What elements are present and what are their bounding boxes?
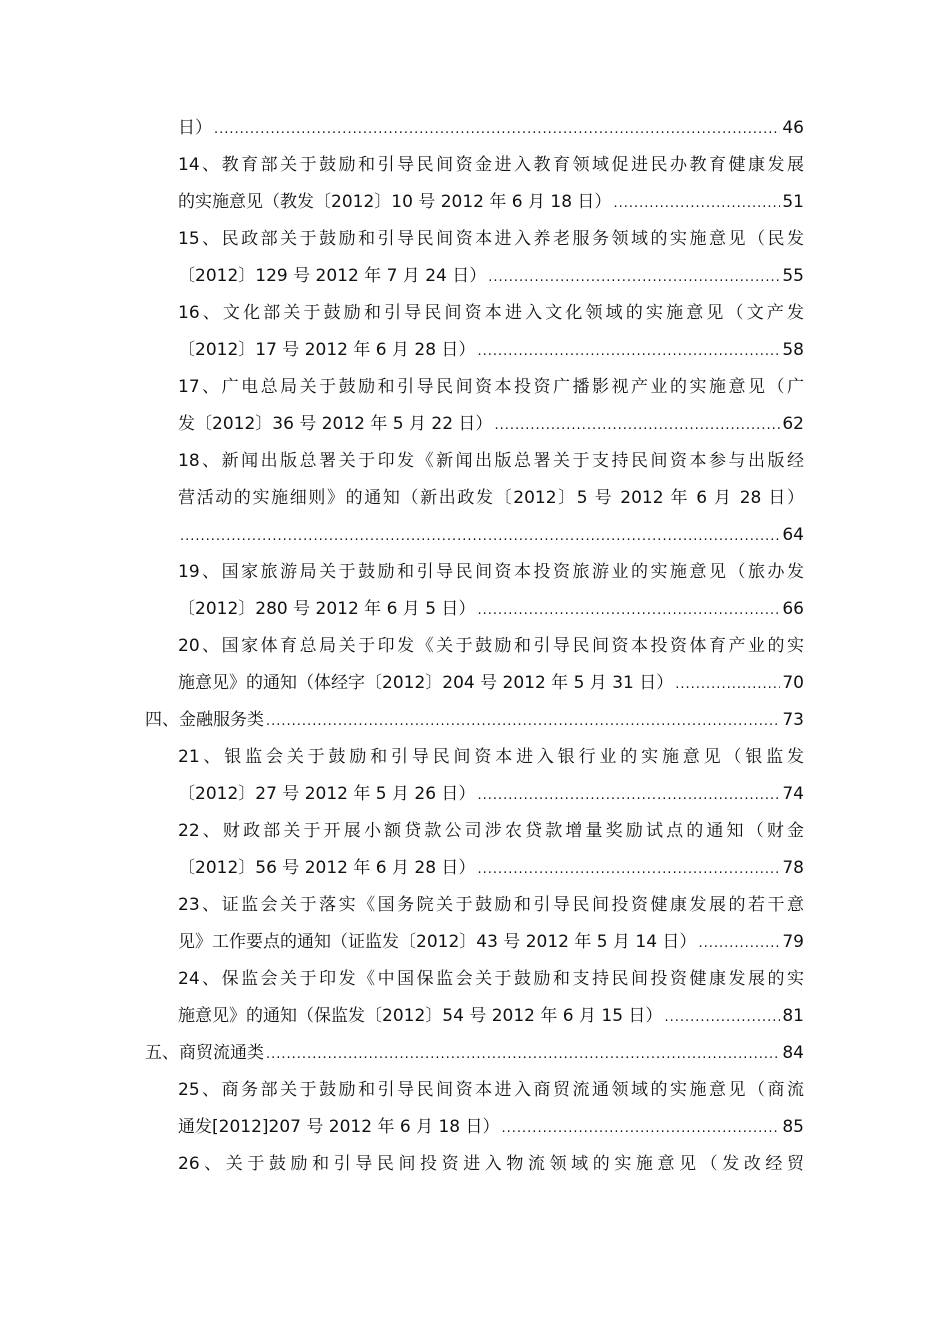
toc-line-text: 〔2012〕129 号 2012 年 7 月 24 日）: [178, 266, 487, 286]
toc-line-text: 24、保监会关于印发《中国保监会关于鼓励和支持民间投资健康发展的实: [178, 969, 804, 989]
toc-line[interactable]: [178, 742, 804, 772]
toc-line[interactable]: [178, 372, 804, 402]
toc-line[interactable]: [178, 409, 804, 439]
toc-line[interactable]: [178, 557, 804, 587]
toc-line-text: 发〔2012〕36 号 2012 年 5 月 22 日）: [178, 414, 493, 434]
toc-line[interactable]: [178, 261, 804, 291]
toc-line-text: 26、关于鼓励和引导民间投资进入物流领域的实施意见（发改经贸: [178, 1154, 804, 1174]
toc-line[interactable]: [178, 224, 804, 254]
toc-line[interactable]: [178, 816, 804, 846]
toc-line[interactable]: [178, 1112, 804, 1142]
dot-leader: [698, 929, 780, 959]
toc-line[interactable]: [178, 298, 804, 328]
toc-line-text: 25、商务部关于鼓励和引导民间资本进入商贸流通领域的实施意见（商流: [178, 1080, 804, 1100]
toc-line-text: 17、广电总局关于鼓励和引导民间资本投资广播影视产业的实施意见（广: [178, 377, 804, 397]
dot-leader: [180, 522, 780, 552]
toc-line[interactable]: [178, 335, 804, 365]
toc-line[interactable]: [178, 1075, 804, 1105]
toc-page-number: 85: [782, 1117, 804, 1137]
toc-line[interactable]: [178, 594, 804, 624]
dot-leader: [477, 596, 780, 626]
dot-leader: [477, 781, 780, 811]
toc-line-text: 16、文化部关于鼓励和引导民间资本进入文化领域的实施意见（文产发: [178, 303, 804, 323]
toc-section-heading[interactable]: [145, 1038, 804, 1068]
dot-leader: [494, 411, 780, 441]
toc-line-text: 23、证监会关于落实《国务院关于鼓励和引导民间投资健康发展的若干意: [178, 895, 804, 915]
toc-page-number: 62: [782, 414, 804, 434]
toc-page-number: 70: [782, 673, 804, 693]
toc-line-text: 见》工作要点的通知（证监发〔2012〕43 号 2012 年 5 月 14 日）: [178, 932, 697, 952]
toc-line-text: 20、国家体育总局关于印发《关于鼓励和引导民间资本投资体育产业的实: [178, 636, 804, 656]
toc-line-text: 日）: [178, 118, 212, 138]
dot-leader: [266, 1040, 780, 1070]
toc-line-text: 19、国家旅游局关于鼓励和引导民间资本投资旅游业的实施意见（旅办发: [178, 562, 804, 582]
toc-page-number: 64: [782, 525, 804, 545]
dot-leader: [502, 1114, 781, 1144]
toc-line[interactable]: [178, 150, 804, 180]
toc-page-number: 79: [782, 932, 804, 952]
dot-leader: [477, 337, 780, 367]
toc-line-text: 〔2012〕280 号 2012 年 6 月 5 日）: [178, 599, 476, 619]
toc-page-number: 84: [782, 1043, 804, 1063]
toc-line-text: 21、银监会关于鼓励和引导民间资本进入银行业的实施意见（银监发: [178, 747, 804, 767]
toc-line-text: 〔2012〕27 号 2012 年 5 月 26 日）: [178, 784, 476, 804]
toc-line[interactable]: [178, 668, 804, 698]
toc-page-number: 58: [782, 340, 804, 360]
toc-line[interactable]: [178, 631, 804, 661]
toc-line[interactable]: [178, 1149, 804, 1179]
toc-line-text: 通发[2012]207 号 2012 年 6 月 18 日）: [178, 1117, 500, 1137]
toc-line[interactable]: [178, 446, 804, 476]
toc-line[interactable]: [178, 779, 804, 809]
toc-page-number: 55: [782, 266, 804, 286]
toc-line[interactable]: [178, 187, 804, 217]
dot-leader: [266, 707, 780, 737]
toc-line-text: 的实施意见（教发〔2012〕10 号 2012 年 6 月 18 日）: [178, 192, 612, 212]
toc-line-text: 四、金融服务类: [145, 710, 264, 730]
toc-section-heading[interactable]: [145, 705, 804, 735]
toc-page-number: 78: [782, 858, 804, 878]
dot-leader: [675, 670, 780, 700]
toc-line[interactable]: [178, 964, 804, 994]
toc-line[interactable]: [178, 113, 804, 143]
toc-line-text: 15、民政部关于鼓励和引导民间资本进入养老服务领域的实施意见（民发: [178, 229, 804, 249]
dot-leader: [664, 1003, 780, 1033]
toc-page-number: 51: [782, 192, 804, 212]
toc-line-text: 营活动的实施细则》的通知（新出政发〔2012〕5 号 2012 年 6 月 28 日）: [178, 488, 804, 508]
toc-line-text: 〔2012〕56 号 2012 年 6 月 28 日）: [178, 858, 476, 878]
dot-leader: [214, 115, 780, 145]
toc-page-number: 73: [782, 710, 804, 730]
toc-line-text: 22、财政部关于开展小额贷款公司涉农贷款增量奖励试点的通知（财金: [178, 821, 804, 841]
toc-line-text: 五、商贸流通类: [145, 1043, 264, 1063]
toc-line-text: 施意见》的通知（保监发〔2012〕54 号 2012 年 6 月 15 日）: [178, 1006, 663, 1026]
toc-line[interactable]: [178, 890, 804, 920]
toc-line[interactable]: [178, 520, 804, 550]
toc-line-text: 18、新闻出版总署关于印发《新闻出版总署关于支持民间资本参与出版经: [178, 451, 804, 471]
toc-page-number: 81: [782, 1006, 804, 1026]
dot-leader: [613, 189, 780, 219]
toc-line[interactable]: [178, 483, 804, 513]
dot-leader: [488, 263, 780, 293]
toc-line-text: 施意见》的通知（体经字〔2012〕204 号 2012 年 5 月 31 日）: [178, 673, 674, 693]
toc-line[interactable]: [178, 853, 804, 883]
toc-page-number: 74: [782, 784, 804, 804]
dot-leader: [477, 855, 780, 885]
toc-page-number: 66: [782, 599, 804, 619]
toc-line-text: 14、教育部关于鼓励和引导民间资金进入教育领域促进民办教育健康发展: [178, 155, 804, 175]
toc-line-text: 〔2012〕17 号 2012 年 6 月 28 日）: [178, 340, 476, 360]
toc-page-number: 46: [782, 118, 804, 138]
toc-line[interactable]: [178, 927, 804, 957]
toc-line[interactable]: [178, 1001, 804, 1031]
